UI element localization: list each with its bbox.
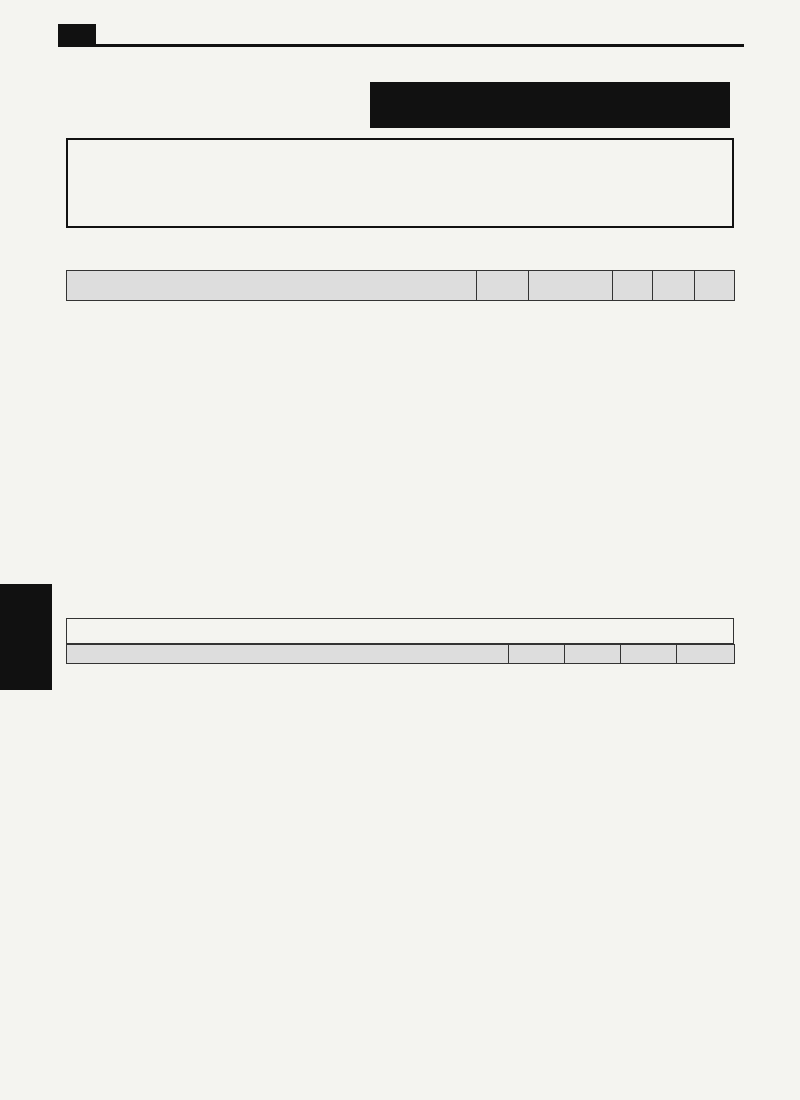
header-price-b	[529, 271, 613, 301]
tibet-price-table	[66, 644, 735, 664]
header-three-star	[565, 645, 621, 664]
header-meals	[677, 645, 735, 664]
top-rule	[58, 44, 744, 47]
table-header-row	[67, 645, 735, 664]
header-room-diff	[653, 271, 695, 301]
header-route	[67, 645, 509, 664]
contact-box	[66, 138, 734, 228]
header-route	[67, 271, 477, 301]
ad-tag	[58, 24, 96, 44]
sichuan-price-table	[66, 270, 735, 301]
header-meals	[695, 271, 735, 301]
header-luxury	[621, 645, 677, 664]
headline	[66, 232, 734, 264]
side-tab	[0, 584, 52, 690]
table-header-row	[67, 271, 735, 301]
tibet-table-title	[66, 618, 734, 644]
header-child	[613, 271, 653, 301]
header-price-a	[477, 271, 529, 301]
footer	[66, 1052, 100, 1067]
header-senior	[509, 645, 565, 664]
banner-title	[370, 82, 730, 128]
